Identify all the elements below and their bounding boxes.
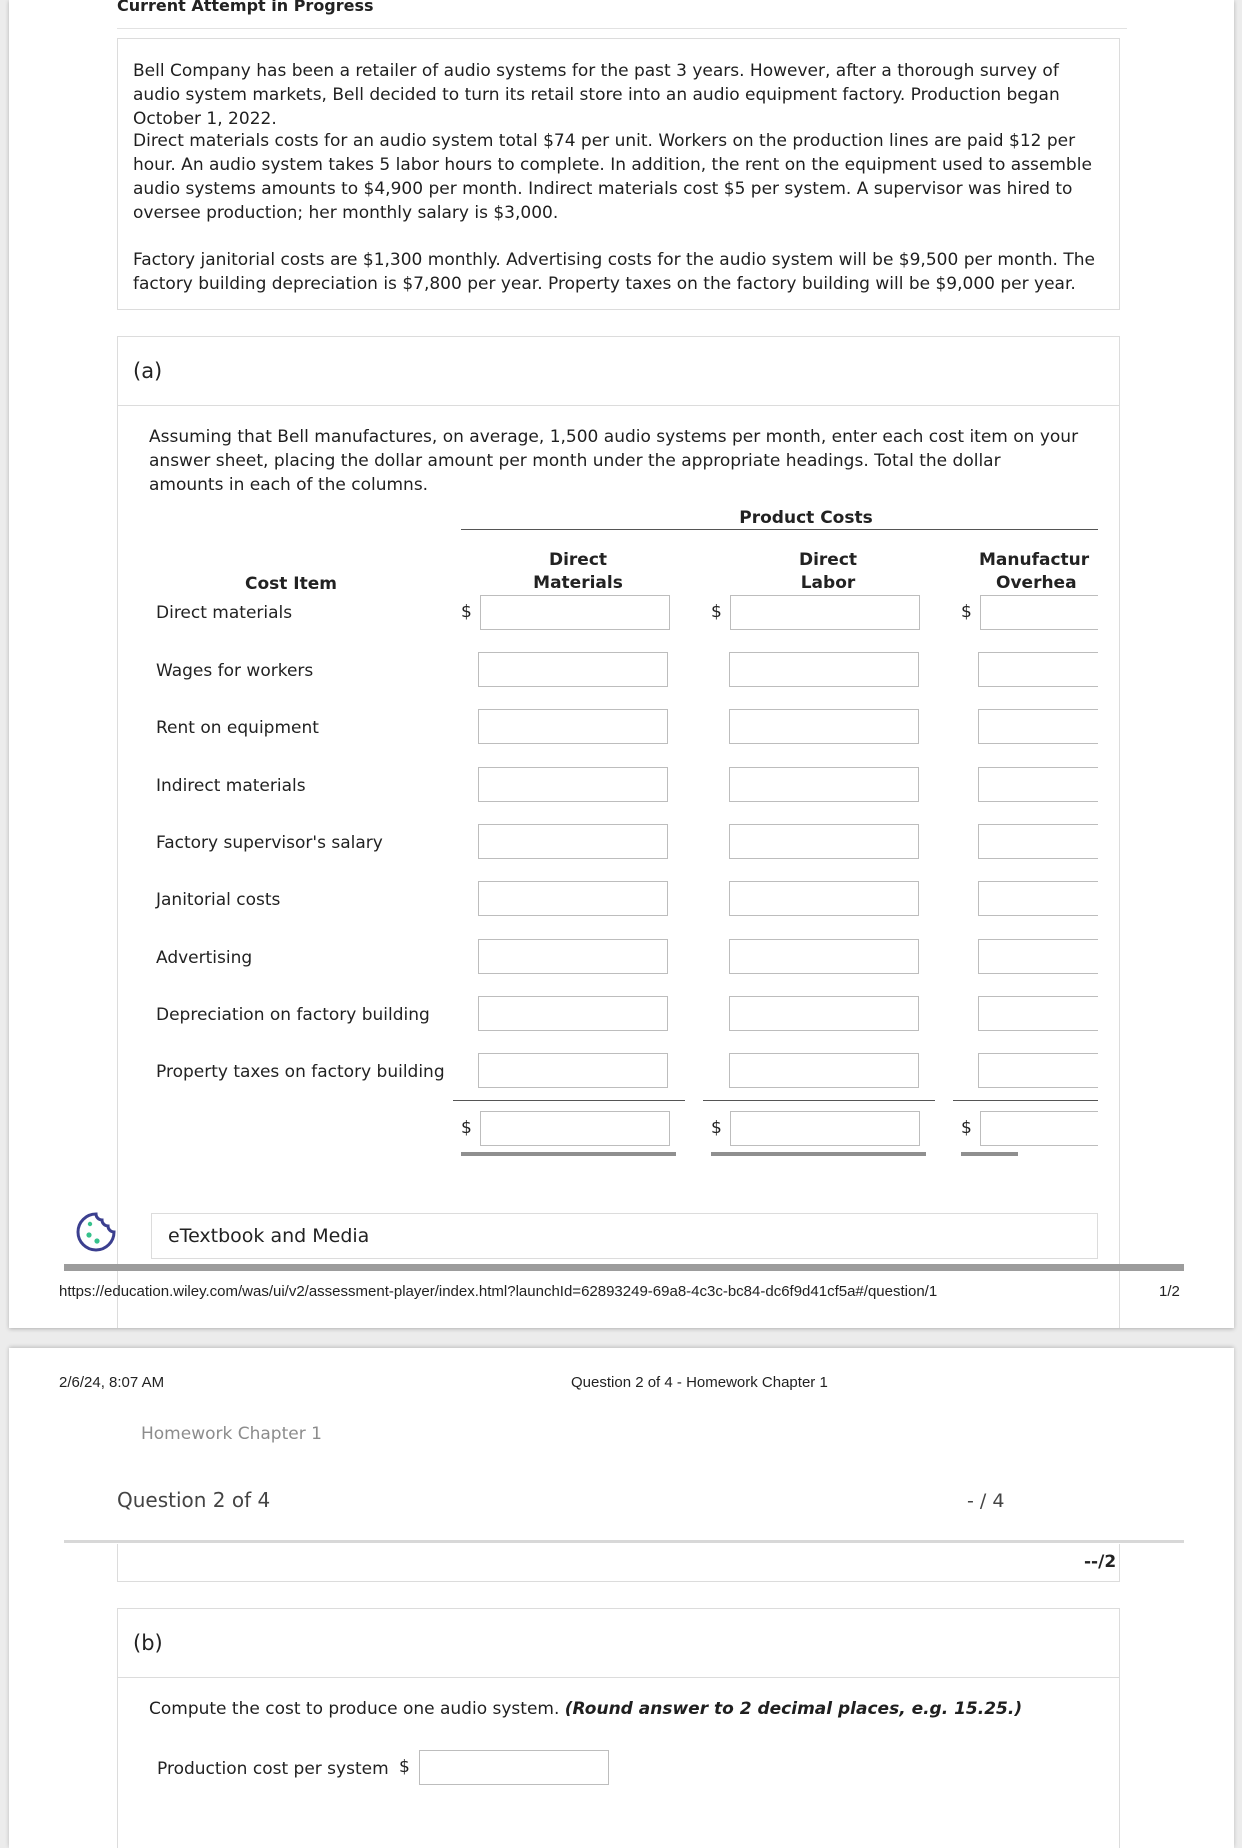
scrollbar-horizontal[interactable] (64, 1264, 1184, 1271)
dollar-sign-dm-row1: $ (461, 602, 472, 622)
input-moh-direct-materials[interactable] (980, 595, 1098, 630)
question-score: - / 4 (967, 1490, 1005, 1512)
row-label-property-taxes: Property taxes on factory building (156, 1062, 445, 1082)
header-divider (117, 28, 1127, 29)
input-dl-direct-materials[interactable] (730, 595, 920, 630)
part-a-panel (117, 336, 1120, 1328)
direct-materials-header (488, 549, 668, 595)
direct-labor-header (738, 549, 918, 595)
manufacturing-overhead-header (978, 549, 1098, 595)
row-label-janitorial: Janitorial costs (156, 890, 281, 910)
part-b-instructions-line (149, 1697, 1089, 1721)
question-label: Question 2 of 4 (117, 1488, 271, 1512)
input-moh-janitorial[interactable] (978, 881, 1098, 916)
print-datetime: 2/6/24, 8:07 AM (59, 1374, 165, 1391)
part-score: --/2 (1084, 1552, 1117, 1572)
input-moh-depreciation[interactable] (978, 996, 1098, 1031)
part-a-label: (a) (133, 359, 163, 383)
problem-paragraph-1: Bell Company has been a retailer of audio systems for the past 3 years. However, after a thorough survey of audio system markets, Bell decided to turn its retail store into an audio equipment factory. Production began October 1, 2022. (133, 61, 1060, 129)
input-moh-wages[interactable] (978, 652, 1098, 687)
problem-statement (117, 38, 1120, 310)
input-dm-supervisor-salary[interactable] (478, 824, 668, 859)
etextbook-label: eTextbook and Media (168, 1225, 370, 1247)
input-dl-wages[interactable] (729, 652, 919, 687)
input-moh-property-taxes[interactable] (978, 1053, 1098, 1088)
total-rule-moh (953, 1100, 1098, 1101)
dollar-sign-dl-row1: $ (711, 602, 722, 622)
dollar-sign-dm-total: $ (461, 1118, 472, 1138)
part-b-divider (118, 1677, 1119, 1678)
breadcrumb[interactable]: Homework Chapter 1 (141, 1424, 322, 1444)
total-double-rule-dm (461, 1152, 676, 1156)
input-dm-janitorial[interactable] (478, 881, 668, 916)
row-label-depreciation: Depreciation on factory building (156, 1005, 430, 1025)
input-moh-total[interactable] (980, 1111, 1098, 1146)
page-2 (9, 1348, 1234, 1848)
dollar-sign-moh-total: $ (961, 1118, 972, 1138)
direct-materials-header-line2: Materials (533, 573, 623, 593)
row-label-wages: Wages for workers (156, 661, 314, 681)
input-moh-rent[interactable] (978, 709, 1098, 744)
part-b-label: (b) (133, 1631, 163, 1655)
cost-table (118, 487, 1098, 1317)
input-dm-property-taxes[interactable] (478, 1053, 668, 1088)
cost-item-header: Cost Item (244, 574, 337, 594)
input-dl-total[interactable] (730, 1111, 920, 1146)
row-label-rent: Rent on equipment (156, 718, 319, 738)
page-1 (9, 0, 1234, 1328)
dollar-sign-moh-row1: $ (961, 602, 972, 622)
total-double-rule-moh (961, 1152, 1018, 1156)
input-dm-indirect-materials[interactable] (478, 767, 668, 802)
part-a-divider (118, 405, 1119, 406)
cookie-settings-icon[interactable] (75, 1211, 117, 1253)
product-costs-header: Product Costs (739, 508, 873, 528)
manufacturing-overhead-header-line1: Manufactur (979, 550, 1090, 570)
problem-paragraph-3: Factory janitorial costs are $1,300 monthly. Advertising costs for the audio system will be $9,500 per month. The factory building depreciation is $7,800 per year. Property taxes on the factory building will be $9,000 per year. (133, 250, 1095, 294)
footer-url: https://education.wiley.com/was/ui/v2/assessment-player/index.html?launchId=62893249-69a8-4c3c-bc84-dc6f9d41cf5a#/question/1 (59, 1283, 938, 1300)
header-shadow-rule (64, 1540, 1184, 1543)
input-dl-supervisor-salary[interactable] (729, 824, 919, 859)
input-dm-direct-materials[interactable] (480, 595, 670, 630)
manufacturing-overhead-header-line2: Overhea (996, 573, 1077, 593)
input-dm-advertising[interactable] (478, 939, 668, 974)
input-dl-property-taxes[interactable] (729, 1053, 919, 1088)
part-b-instructions: Compute the cost to produce one audio system. (149, 1699, 560, 1719)
production-cost-label: Production cost per system (157, 1759, 389, 1779)
total-rule-dm (453, 1100, 685, 1101)
input-dl-rent[interactable] (729, 709, 919, 744)
production-cost-dollar-sign: $ (399, 1757, 410, 1777)
input-dl-advertising[interactable] (729, 939, 919, 974)
input-moh-advertising[interactable] (978, 939, 1098, 974)
total-double-rule-dl (711, 1152, 926, 1156)
problem-paragraph-2: Direct materials costs for an audio system total $74 per unit. Workers on the production lines are paid $12 per hour. An audio system takes 5 labor hours to complete. In addition, the rent on the equipment used to assemble audio systems amounts to $4,900 per month. Indirect materials cost $5 per system. A supervisor was hired to oversee production; her monthly salary is $3,000. (133, 131, 1092, 223)
total-rule-dl (703, 1100, 935, 1101)
direct-labor-header-line2: Labor (800, 573, 856, 593)
page-number: 1/2 (1159, 1283, 1180, 1300)
input-dl-depreciation[interactable] (729, 996, 919, 1031)
production-cost-input[interactable] (419, 1750, 609, 1785)
input-dm-depreciation[interactable] (478, 996, 668, 1031)
part-b-rounding-hint: (Round answer to 2 decimal places, e.g. 15.25.) (564, 1699, 1023, 1719)
input-dl-janitorial[interactable] (729, 881, 919, 916)
row-label-indirect-materials: Indirect materials (156, 776, 306, 796)
dollar-sign-dl-total: $ (711, 1118, 722, 1138)
row-label-supervisor-salary: Factory supervisor's salary (156, 833, 383, 853)
input-dl-indirect-materials[interactable] (729, 767, 919, 802)
row-label-direct-materials: Direct materials (156, 603, 293, 623)
input-moh-supervisor-salary[interactable] (978, 824, 1098, 859)
attempt-header: Current Attempt in Progress (117, 0, 374, 15)
input-dm-rent[interactable] (478, 709, 668, 744)
input-moh-indirect-materials[interactable] (978, 767, 1098, 802)
product-costs-rule (461, 529, 1098, 530)
direct-materials-header-line1: Direct (548, 550, 608, 570)
row-label-advertising: Advertising (156, 948, 253, 968)
input-dm-total[interactable] (480, 1111, 670, 1146)
part-b-panel (117, 1608, 1120, 1848)
direct-labor-header-line1: Direct (798, 550, 858, 570)
input-dm-wages[interactable] (478, 652, 668, 687)
etextbook-and-media-link[interactable] (151, 1213, 1098, 1259)
part-a-instructions: Assuming that Bell manufactures, on average, 1,500 audio systems per month, enter each cost item on your answer sheet, placing the dollar amount per month under the appropriate headings. Total the dollar amounts in each of the columns. (149, 427, 1079, 495)
part-score-row (117, 1544, 1120, 1582)
print-title: Question 2 of 4 - Homework Chapter 1 (571, 1374, 828, 1391)
